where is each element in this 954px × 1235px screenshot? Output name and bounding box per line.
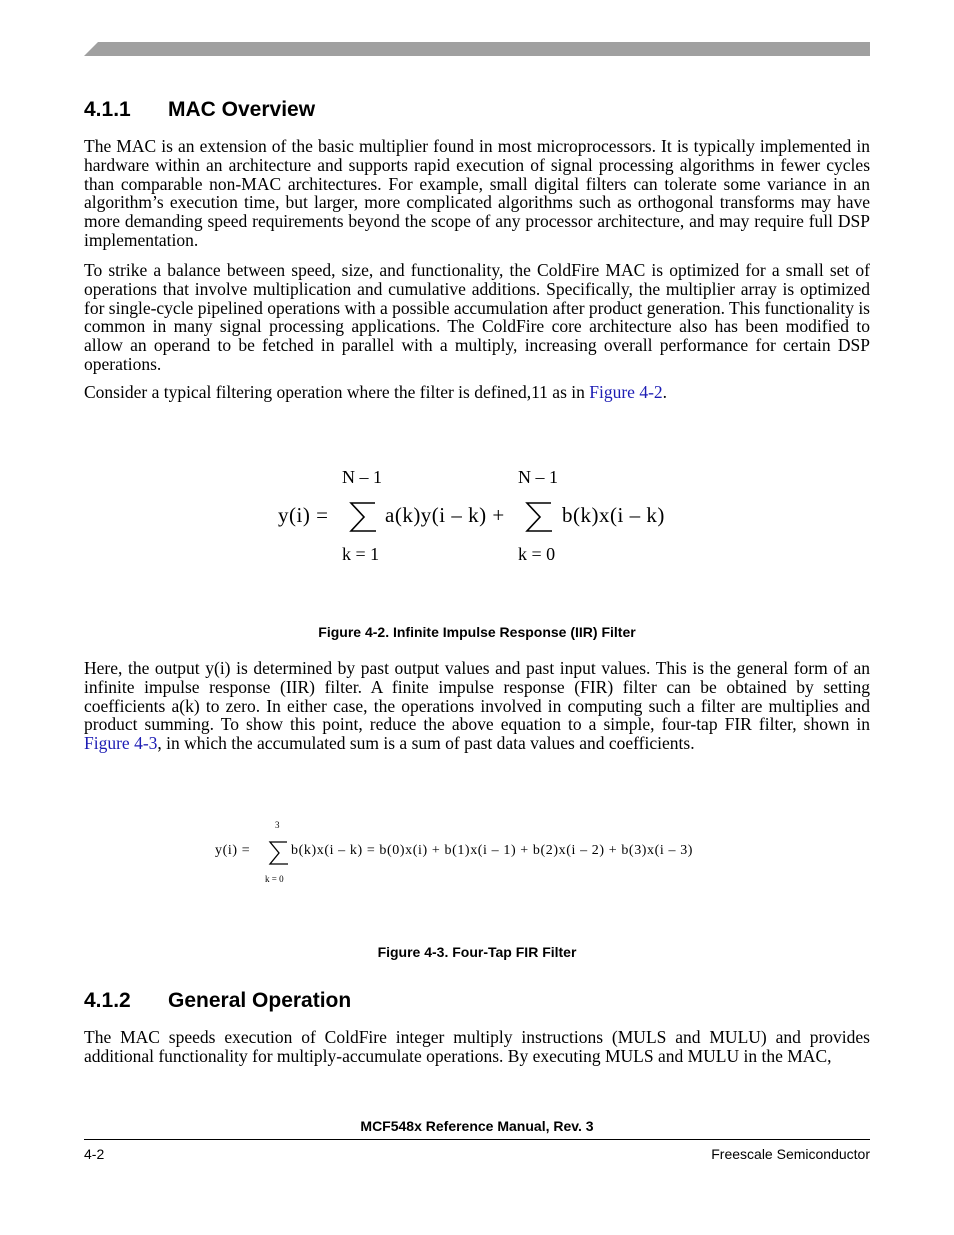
paragraph-text: Consider a typical filtering operation where the filter is defined,11 as in	[84, 382, 590, 402]
summation-icon	[524, 500, 554, 534]
paragraph-text: , in which the accumulated sum is a sum of past data values and coefficients.	[157, 733, 695, 754]
footer-company: Freescale Semiconductor	[711, 1146, 870, 1162]
equation-term-2: b(k)x(i – k)	[562, 503, 665, 527]
footer-divider	[84, 1139, 870, 1140]
section-title: MAC Overview	[168, 98, 316, 121]
paragraph-mac-overview-1: The MAC is an extension of the basic multiplier found in most microprocessors. It is typically implemented in hardware within an architecture and supports rapid execution of signal processing algorithms in fewer cycles than comparable non-MAC architectures. For example, small digital filters can tolerate some variance in an algorithm’s execution time, but larger, more complicated algorithms such as orthogonal transforms may have more demanding speed requirements beyond the scope of any processor architecture, and may require full DSP implementation.	[84, 136, 870, 250]
equation-lhs: y(i) =	[278, 503, 329, 527]
summation-icon	[267, 839, 289, 867]
equation-rhs: b(k)x(i – k) = b(0)x(i) + b(1)x(i – 1) + b(2)x(i – 2) + b(3)x(i – 3)	[291, 843, 694, 858]
sum-lower-limit: k = 0	[265, 874, 284, 884]
paragraph-here	[84, 659, 870, 753]
paragraph-text: .	[662, 382, 668, 402]
figure-4-2-link[interactable]: Figure 4-2	[589, 382, 663, 402]
sum-lower-limit: k = 0	[518, 544, 556, 564]
equation-lhs: y(i) =	[215, 843, 251, 858]
sum-upper-limit: 3	[275, 820, 280, 830]
header-bar	[84, 42, 870, 56]
footer-title: MCF548x Reference Manual, Rev. 3	[360, 1118, 594, 1134]
sum-lower-limit: k = 1	[342, 544, 380, 564]
paragraph-text: Here, the output y(i) is determined by past output values and past input values. This is the general form of an infinite impulse response (IIR) filter. A finite impulse response (FIR) filter can be obtained by setting coefficients a(k) to zero. In either case, the operations involved in computing such a filter are multiplies and product summing. To show this point, reduce the above equation to a simple, four-tap FIR filter, shown in	[84, 658, 870, 735]
section-heading-4-1-1	[84, 98, 315, 122]
summation-icon	[348, 500, 378, 534]
sum-upper-limit: N – 1	[518, 467, 558, 487]
equation-term-1: a(k)y(i – k) +	[385, 503, 505, 527]
figure-4-2-caption: Figure 4-2. Infinite Impulse Response (IIR) Filter	[318, 624, 636, 640]
sum-upper-limit: N – 1	[342, 467, 382, 487]
page-number: 4-2	[84, 1146, 105, 1162]
section-title: General Operation	[168, 989, 352, 1012]
section-number: 4.1.2	[84, 989, 131, 1012]
figure-4-3-caption: Figure 4-3. Four-Tap FIR Filter	[377, 944, 577, 960]
figure-4-3-link[interactable]: Figure 4-3	[84, 733, 158, 754]
section-heading-4-1-2	[84, 989, 351, 1013]
paragraph-consider	[84, 383, 870, 402]
paragraph-mac-overview-2: To strike a balance between speed, size, and functionality, the ColdFire MAC is optimized for a small set of operations that involve multiplication and cumulative additions. Specifically, the multiplier array is optimized for single-cycle pipelined operations with a possible accumulation after product generation. This functionality is common in many signal processing applications. The ColdFire core architecture also has been modified to allow an operand to be fetched in parallel with a multiply, increasing overall performance for certain DSP operations.	[84, 260, 870, 374]
paragraph-general-operation: The MAC speeds execution of ColdFire integer multiply instructions (MULS and MULU) and provides additional functionality for multiply-accumulate operations. By executing MULS and MULU in the MAC,	[84, 1027, 870, 1066]
section-number: 4.1.1	[84, 98, 131, 121]
